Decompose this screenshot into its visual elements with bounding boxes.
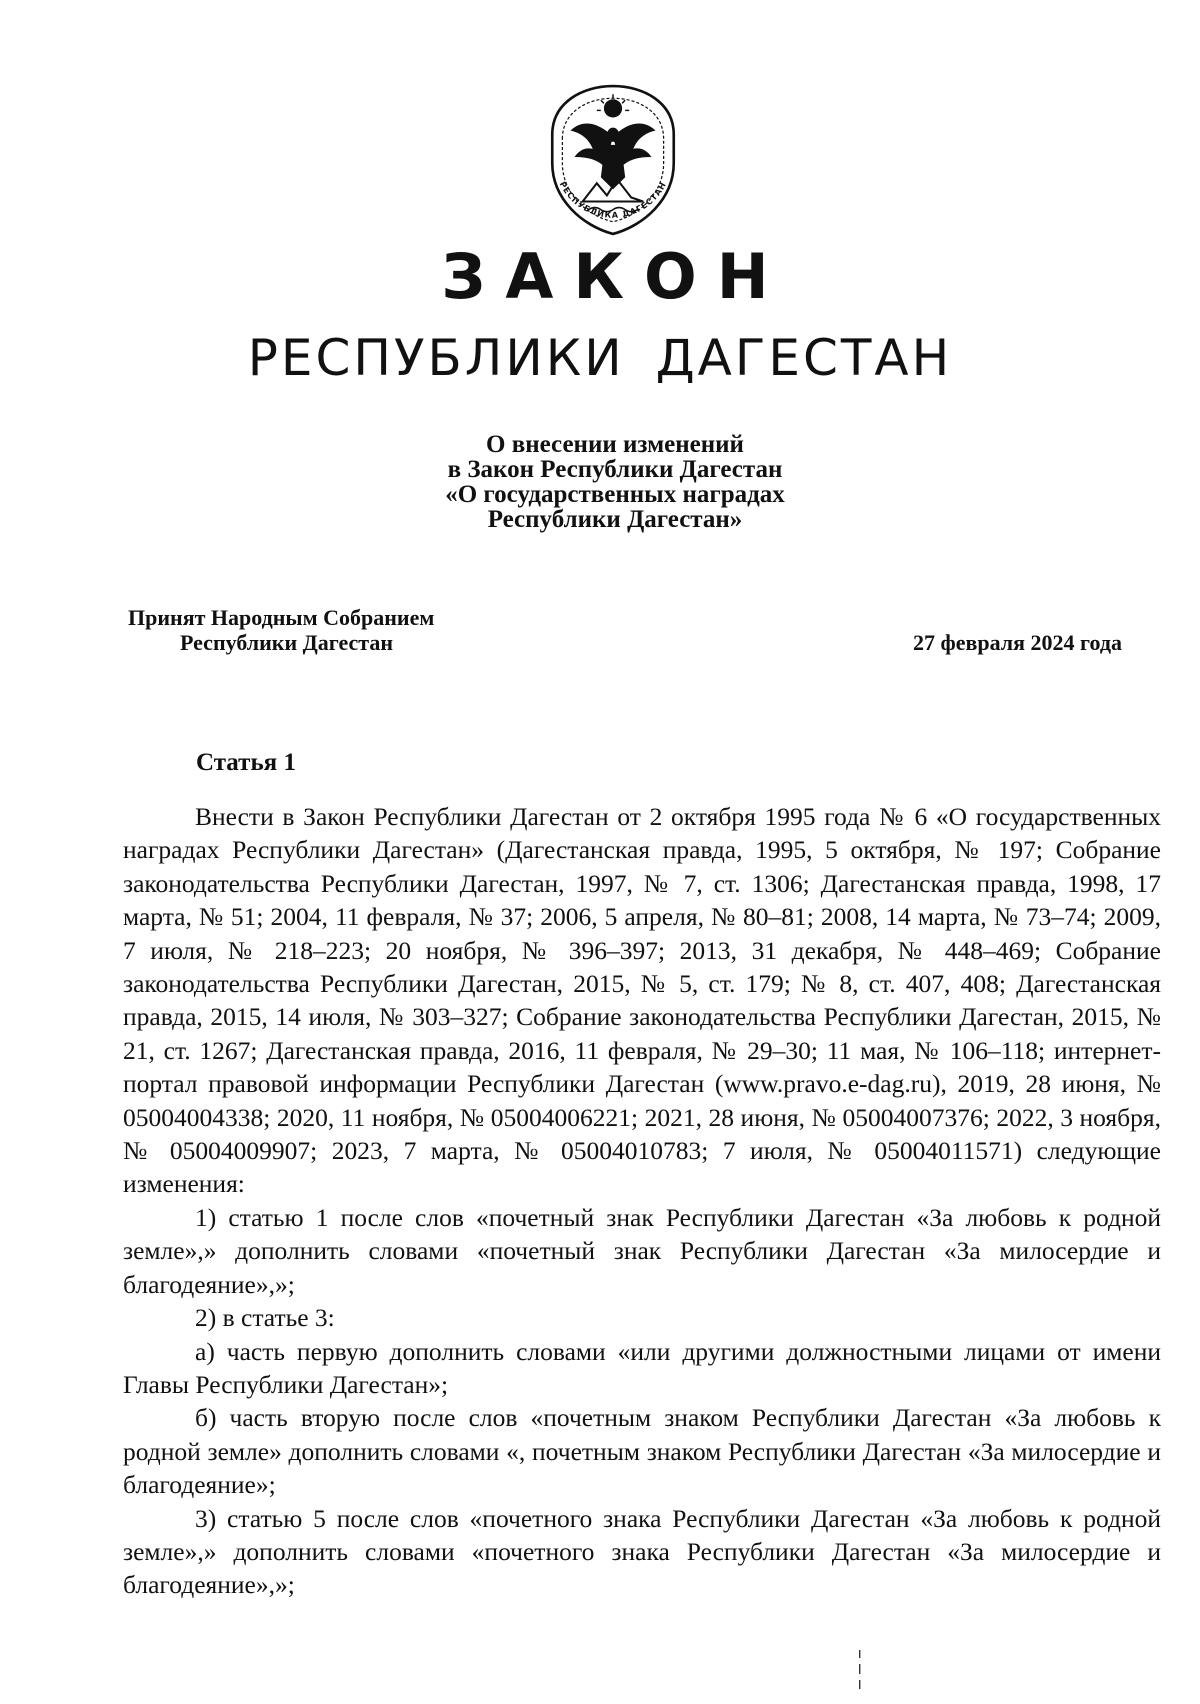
article-paragraph: Внести в Закон Республики Дагестан от 2 октября 1995 года № 6 «О государственных наградах Республики Дагестан» (Дагестанская правда, 1995, 5 октября, № 197; Собрание законодательства Республики Дагестан, 1997, № 7, ст. 1306; Дагестанская правда, 1998, 17 марта, № 51; 2004, 11 февраля, № 37; 2006, 5 апреля, № 80–81; 2008, 14 марта, № 73–74; 2009, 7 июля, № 218–223; 20 ноября, № 396–397; 2013, 31 декабря, № 448–469; Собрание законодательства Республики Дагестан, 2015, № 5, ст. 179; № 8, ст. 407, 408; Дагестанская правда, 2015, 14 июля, № 303–327; Собрание законодательства Республики Дагестан, 2015, № 21, ст. 1267; Дагестанская правда, 2016, 11 февраля, № 29–30; 11 мая, № 106–118; интернет-портал правовой информации Республики Дагестан (www.pravo.e-dag.ru), 2019, 28 июня, № 05004004338; 2020, 11 ноября, № 05004006221; 2021, 28 июня, № 05004007376; 2022, 3 ноября, № 05004009907; 2023, 7 марта, № 05004010783; 7 июля, № 05004011571) следующие изменения: <box>123 802 1161 1199</box>
article-body <box>123 800 1161 1602</box>
adoption-date: 27 февраля 2024 года <box>913 630 1122 655</box>
subject-line: Республики Дагестан» <box>487 506 743 533</box>
dagestan-coat-of-arms-icon <box>532 78 694 240</box>
adoption-line: Принят Народным Собранием <box>128 605 435 630</box>
article-paragraph: б) часть вторую после слов «почетным знаком Республики Дагестан «За любовь к родной земле» дополнить словами «, почетным знаком Республики Дагестан «За милосердие и благодеяние»; <box>123 1403 1161 1500</box>
scan-speck-marks <box>857 1650 863 1690</box>
article-paragraph: 2) в статье 3: <box>195 1303 335 1333</box>
article-paragraph: 1) статью 1 после слов «почетный знак Республики Дагестан «За любовь к родной земле»,» дополнить словами «почетный знак Республики Дагестан «За милосердие и благодеяние»,»; <box>123 1202 1161 1299</box>
article-paragraph: а) часть первую дополнить словами «или другими должностными лицами от имени Главы Республики Дагестан»; <box>123 1336 1161 1399</box>
law-title: ЗАКОН <box>441 240 789 313</box>
subject-line: «О государственных наградах <box>445 481 785 508</box>
subject-line: в Закон Республики Дагестан <box>447 456 783 483</box>
republic-title: РЕСПУБЛИКИ ДАГЕСТАН <box>247 329 953 387</box>
subject-line: О внесении изменений <box>486 431 744 458</box>
law-subject <box>0 432 1200 532</box>
article-heading: Статья 1 <box>196 749 296 776</box>
adoption-body <box>128 605 434 655</box>
adoption-line: Республики Дагестан <box>180 630 394 655</box>
article-paragraph: 3) статью 5 после слов «почетного знака Республики Дагестан «За любовь к родной земле»,» дополнить словами «почетного знака Республики Дагестан «За милосердие и благодеяние»,»; <box>123 1503 1161 1600</box>
emblem-ring-text: РЕСПУБЛИКА ДАГЕСТАН <box>557 179 669 220</box>
